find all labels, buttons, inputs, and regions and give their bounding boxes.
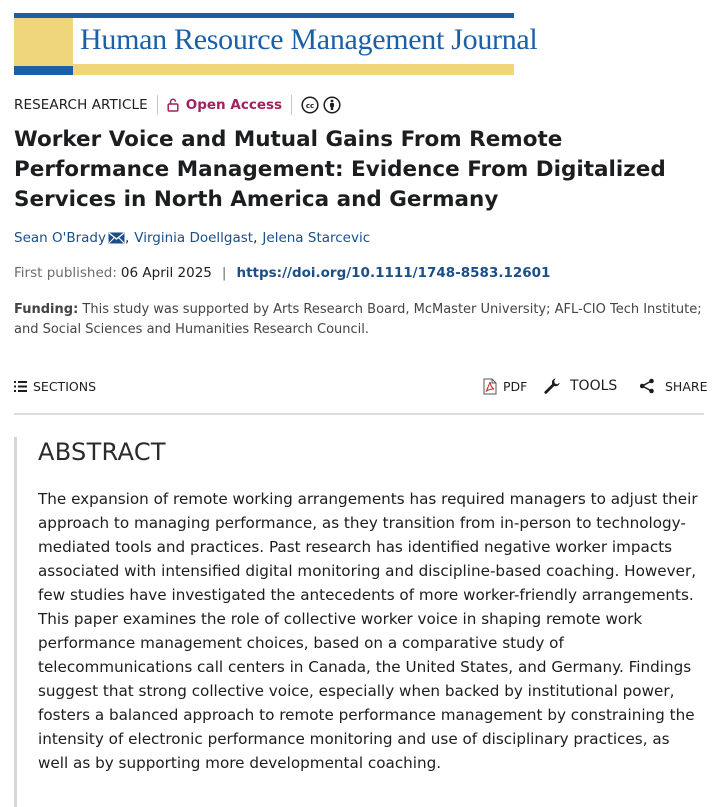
wrench-icon: [543, 377, 561, 395]
doi-link[interactable]: https://doi.org/10.1111/1748-8583.12601: [236, 265, 551, 281]
open-access-label: Open Access: [185, 97, 283, 113]
share-icon: [639, 378, 655, 394]
author-link[interactable]: Sean O'Brady: [14, 230, 106, 246]
first-published-label: First published:: [14, 265, 117, 281]
author-link[interactable]: Virginia Doellgast: [134, 230, 254, 246]
publication-info: [14, 265, 550, 281]
funding-statement: [14, 300, 704, 340]
abstract-heading: ABSTRACT: [38, 438, 166, 466]
meta-divider: [291, 95, 292, 115]
funding-label: Funding:: [14, 302, 79, 317]
abstract-side-bar: [14, 437, 17, 807]
banner-bottom-yellow-stripe: [73, 64, 514, 75]
pdf-file-icon: [483, 378, 497, 395]
article-toolbar: [14, 372, 708, 400]
pub-separator: |: [221, 265, 227, 281]
article-meta-row: [14, 94, 341, 116]
tools-label: TOOLS: [570, 378, 618, 394]
first-published-date: 06 April 2025: [120, 265, 212, 281]
by-attribution-icon: [323, 96, 341, 114]
abstract-text: The expansion of remote working arrangements has required managers to adjust their approach to managing performance, as they transition from in-person to technology-mediated tools and practices. Past research has identified negative worker impacts associated with intensified digital monitoring and discipline-based coaching. However, few studies have investigated the antecedents of more worker-friendly arrangements. This paper examines the role of collective worker voice in shaping remote work performance management choices, based on a comparative study of telecommunications call centers in Canada, the United States, and Germany. Findings suggest that strong collective voice, especially when backed by institutional power, fosters a balanced approach to remote performance management by constraining the intensity of electronic performance monitoring and use of disciplinary practices, as well as by supporting more developmental coaching.: [38, 490, 698, 772]
funding-text: This study was supported by Arts Research Board, McMaster University; AFL-CIO Tech Institute; and Social Sciences and Humanities Research Council.: [14, 302, 702, 337]
author-list: [14, 230, 370, 246]
article-title: Worker Voice and Mutual Gains From Remote Performance Management: Evidence From Digitalized Services in North America and Germany: [14, 127, 666, 212]
article-type: RESEARCH ARTICLE: [14, 97, 148, 113]
author-separator: ,: [124, 230, 130, 246]
open-lock-icon: [167, 98, 179, 112]
tools-button[interactable]: [543, 372, 617, 400]
journal-title[interactable]: Human Resource Management Journal: [80, 23, 538, 56]
pdf-label: PDF: [503, 378, 528, 394]
svg-text:cc: cc: [305, 102, 315, 110]
open-access-badge: [167, 97, 282, 113]
banner-bottom-blue-block: [14, 66, 73, 75]
cc-icon: [301, 96, 319, 114]
toolbar-divider: [14, 413, 704, 415]
share-label: SHARE: [665, 378, 708, 394]
share-button[interactable]: [639, 372, 707, 400]
email-icon[interactable]: [108, 232, 125, 244]
pdf-button[interactable]: [483, 372, 527, 400]
sections-button[interactable]: [14, 372, 96, 400]
license-icons[interactable]: [301, 96, 341, 114]
journal-banner[interactable]: [14, 13, 538, 75]
sections-label: SECTIONS: [33, 378, 97, 394]
list-icon: [14, 381, 27, 392]
author-separator: ,: [253, 230, 258, 246]
meta-divider: [157, 95, 158, 115]
author-link[interactable]: Jelena Starcevic: [262, 230, 371, 246]
